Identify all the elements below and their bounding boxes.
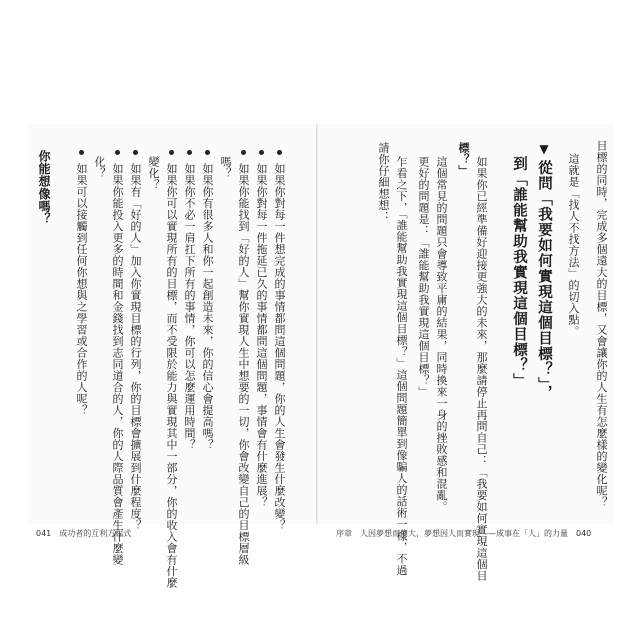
heading-line-2: 到「誰能幫助我實現這個目標？」: [511, 156, 528, 389]
paragraph-column: 這個常見的問題只會導致平庸的結果，同時換來一身的挫敗感和混亂。: [435, 156, 448, 513]
bullet-icon: [205, 150, 210, 155]
paragraph-column: 乍看之下，「誰能幫助我實現這個目標？」這個問題簡單到像騙人的話術一樣，不過: [395, 156, 408, 576]
bullet-item: 如果你不必一肩扛下所有的事情，你可以怎麼運用時間？: [184, 150, 195, 451]
bullet-icon: [133, 150, 138, 155]
bullet-continuation: 化？: [93, 156, 106, 179]
bullet-item: 如果你能找到「好的人」幫你實現人生中想要的一切，你會改變自己的目標層級: [238, 150, 249, 566]
bullet-item: 如果你可以實現所有的目標，而不受限於能力與實現其中一部分，你的收入會有什麼: [166, 150, 177, 589]
closing-question: 你能想像嗎？: [37, 150, 51, 225]
bullet-continuation: 變化？: [147, 156, 160, 191]
bullet-continuation: 嗎？: [219, 156, 232, 179]
paragraph-column: 如果你已經準備好迎接更強大的未來，那麼請停止再問自己：「我要如何實現這個目: [475, 156, 488, 582]
bullet-item: 如果可以接觸到任何你想與之學習或合作的人呢？: [76, 150, 87, 416]
bullet-icon: [277, 150, 282, 155]
bullet-icon: [187, 150, 192, 155]
bullet-item: 如果你對每一件拖延已久的事情都問這個問題，事情會有什麼進展？: [256, 150, 267, 508]
left-page-footer: 041 成功者的互利方程式: [36, 529, 132, 538]
paragraph-column: 目標的同時，完成多個遠大的目標，又會讓你的人生有怎麼樣的變化呢？: [595, 140, 608, 508]
bullet-item: 如果你對每一件想完成的事情都問這個問題，你的人生會發生什麼改變？: [274, 150, 285, 531]
heading-line-1: 從問「我要如何實現這個目標？」，: [536, 160, 553, 401]
bullet-icon: [169, 150, 174, 155]
book-spine: [316, 124, 318, 524]
bullet-item: 如果你有很多人和你一起創造未來，你的信心會提高嗎？: [202, 150, 213, 451]
paragraph-column: 標？」: [457, 142, 470, 177]
section-heading: [536, 142, 552, 401]
paragraph-column: 更好的問題是：「誰能幫助我實現這個目標？」: [417, 156, 430, 398]
paragraph-column: 這就是「找人不找方法」的切入點。: [567, 153, 580, 337]
bullet-icon: [79, 150, 84, 155]
bullet-icon: [241, 150, 246, 155]
bullet-item: 如果有「好的人」加入你實現目標的行列，你的目標會擴展到什麼程度？: [130, 150, 141, 531]
right-page-footer: 序章 人因夢想而偉大，夢想因人而實現——成事在「人」的力量 040: [336, 529, 592, 538]
bullet-icon: [115, 150, 120, 155]
triangle-marker-icon: ▼: [537, 142, 551, 157]
paragraph-column: 請你仔細想想：: [377, 142, 390, 223]
bullet-icon: [259, 150, 264, 155]
bullet-item: 如果你能投入更多的時間和金錢找到志同道合的人，你的人際品質會產生什麼變: [112, 150, 123, 566]
